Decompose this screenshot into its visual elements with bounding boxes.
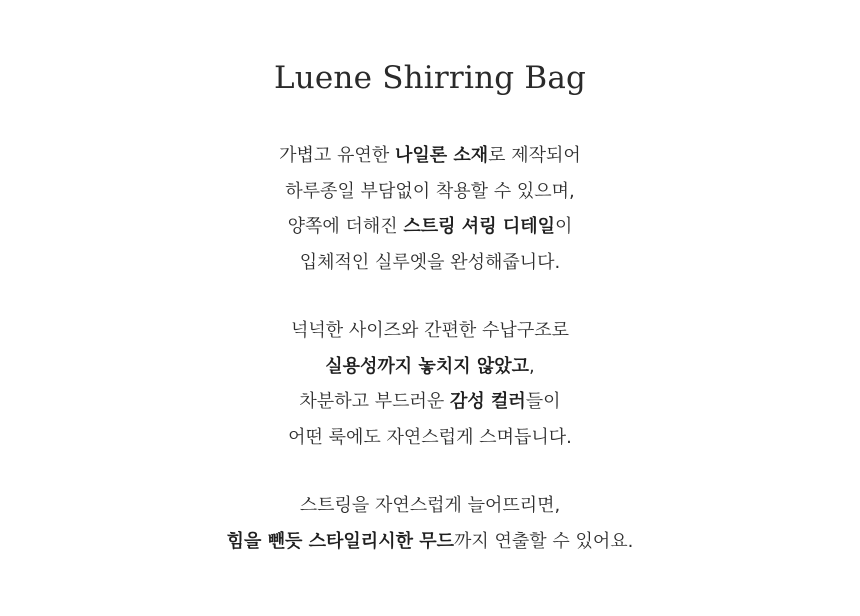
description-paragraph-3: [0, 488, 860, 559]
emphasis-text: 감성 컬러: [449, 391, 526, 412]
text-segment: 스트링을 자연스럽게 늘어뜨리면,: [299, 495, 561, 516]
text-segment: 이: [555, 216, 573, 237]
text-segment: 하루종일 부담없이 착용할 수 있으며,: [285, 180, 575, 202]
text-segment: 양쪽에 더해진: [287, 216, 404, 237]
paragraph-line: [0, 174, 860, 210]
emphasis-text: 힘을 뺀듯 스타일리시한 무드: [226, 530, 455, 552]
paragraph-line: [0, 245, 860, 281]
text-segment: 넉넉한 사이즈와 간편한 수납구조로: [291, 320, 569, 341]
description-paragraph-2: [0, 313, 860, 455]
paragraph-line: [0, 420, 860, 456]
paragraph-line: [0, 488, 860, 524]
paragraph-line: [0, 313, 860, 349]
text-segment: ,: [529, 355, 535, 377]
text-segment: 입체적인 실루엣을 완성해줍니다.: [299, 251, 561, 273]
paragraph-line: [0, 209, 860, 245]
paragraph-line: [0, 524, 860, 560]
description-paragraph-1: [0, 138, 860, 280]
paragraph-line: [0, 138, 860, 174]
text-segment: 가볍고 유연한: [279, 145, 395, 166]
emphasis-text: 나일론 소재: [394, 145, 489, 166]
emphasis-text: 실용성까지 놓치지 않았고: [325, 355, 530, 377]
text-segment: 까지 연출할 수 있어요.: [454, 530, 634, 552]
text-segment: 로 제작되어: [488, 145, 581, 166]
product-title: Luene Shirring Bag: [273, 60, 587, 96]
paragraph-line: [0, 384, 860, 420]
emphasis-text: 스트링 셔링 디테일: [403, 216, 556, 237]
paragraph-line: [0, 349, 860, 385]
text-segment: 차분하고 부드러운: [299, 391, 450, 412]
text-segment: 어떤 룩에도 자연스럽게 스며듭니다.: [288, 426, 572, 448]
text-segment: 들이: [525, 391, 561, 412]
